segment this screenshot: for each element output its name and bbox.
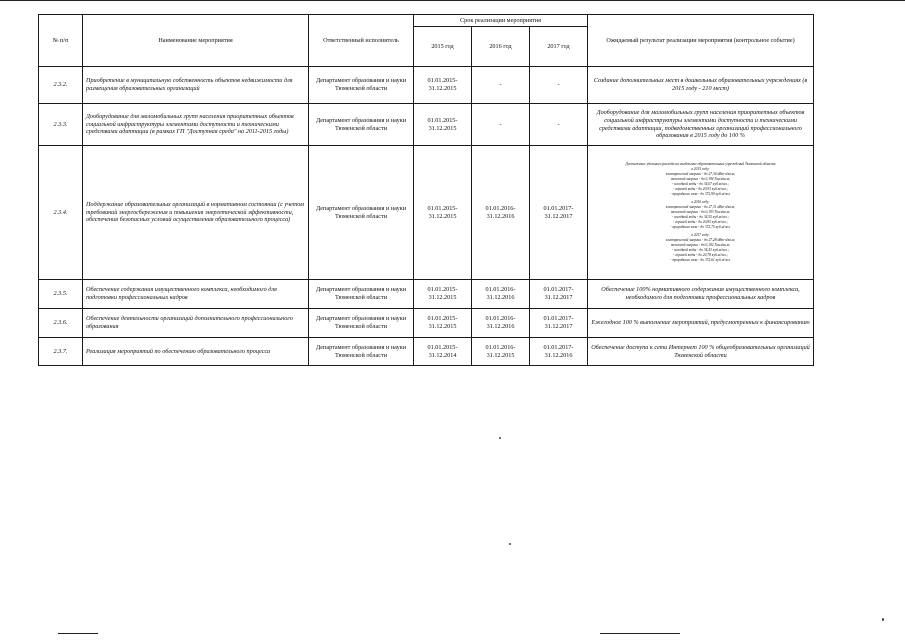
row-period-2017: - <box>530 104 588 146</box>
row-period-2017: 01.01.2017-31.12.2017 <box>530 309 588 338</box>
indicator-line: - холодной воды - до 34,67 куб.м/чел.; <box>672 181 729 186</box>
header-row <box>39 15 814 27</box>
scan-speck <box>499 437 501 439</box>
table-row <box>39 280 814 309</box>
row-name: Реализация мероприятий по обеспечению образовательного процесса <box>83 338 309 366</box>
row-num: 2.3.7. <box>39 338 83 366</box>
row-period-2017: 01.01.2017-31.12.2017 <box>530 280 588 309</box>
row-executor: Департамент образования и науки Тюменской области <box>309 309 414 338</box>
row-num: 2.3.4. <box>39 146 83 280</box>
row-period-2016: - <box>472 67 530 104</box>
indicator-line: тепловой энергии - до 0,193 Гкал/кв.м; <box>670 210 731 215</box>
row-executor: Департамент образования и науки Тюменской области <box>309 338 414 366</box>
row-result: Обеспечение 100% нормативного содержания имущественного комплекса, необходимого для подготовки профессиональных кадров <box>588 280 814 309</box>
indicator-line: в 2016 году: <box>691 200 710 205</box>
row-result-indicators <box>588 146 814 280</box>
row-period-2015: 01.01.2015-31.12.2014 <box>414 338 472 366</box>
table-row <box>39 104 814 146</box>
action-plan-table <box>38 14 814 366</box>
row-period-2015: 01.01.2015-31.12.2015 <box>414 309 472 338</box>
indicator-line: в 2017 году: <box>691 233 710 238</box>
header-period-group: Срок реализации мероприятия <box>414 15 588 27</box>
table-row <box>39 146 814 280</box>
indicator-line: электрической энергии - до 27,28 кВт·ч/кв.м; <box>665 238 736 243</box>
row-period-2016: 01.01.2016-31.12.2016 <box>472 280 530 309</box>
row-period-2015: 01.01.2015-31.12.2015 <box>414 104 472 146</box>
indicator-line: электрической энергии - до 27,34 кВт·ч/кв.м; <box>665 172 736 177</box>
table-row <box>39 309 814 338</box>
header-result: Ожидаемый результат реализации мероприятия (контрольное событие) <box>588 15 814 67</box>
row-name: Дооборудование для маломобильных групп населения приоритетных объектов социальной инфраструктуры элементами доступности и техническими средствами адаптации (в рамках ГП "Доступная среда" на 2011-2015 годы) <box>83 104 309 146</box>
indicator-line: Достижение удельного расхода на снабжение образовательных учреждений Тюменской области <box>625 162 776 167</box>
row-period-2017: 01.01.2017-31.12.2016 <box>530 338 588 366</box>
row-period-2016: 01.01.2016-31.12.2016 <box>472 146 530 280</box>
row-result: Ежегодное 100 % выполнение мероприятий, предусмотренных к финансированию <box>588 309 814 338</box>
indicator-line: тепловой энергии - до 0,192 Гкал/кв.м; <box>670 243 731 248</box>
row-name: Приобретение в муниципальную собственность объектов недвижимости для размещения образовательных организаций <box>83 67 309 104</box>
row-period-2016: 01.01.2016-31.12.2016 <box>472 309 530 338</box>
header-num: № п/п <box>39 15 83 67</box>
row-executor: Департамент образования и науки Тюменской области <box>309 146 414 280</box>
row-period-2017: 01.01.2017-31.12.2017 <box>530 146 588 280</box>
indicator-line: электрической энергии - до 27,31 кВт·ч/кв.м; <box>665 205 736 210</box>
table-row <box>39 67 814 104</box>
scan-edge-bottom-right <box>600 633 680 634</box>
indicator-line: в 2015 году: <box>691 167 710 172</box>
row-executor: Департамент образования и науки Тюменской области <box>309 280 414 309</box>
header-year-2016: 2016 год <box>472 27 530 67</box>
header-year-2017: 2017 год <box>530 27 588 67</box>
scan-edge-top <box>0 0 905 1</box>
row-period-2015: 01.01.2015-31.12.2015 <box>414 67 472 104</box>
indicator-line: - холодной воды - до 34,55 куб.м/чел.; <box>672 214 729 219</box>
table-row <box>39 338 814 366</box>
row-executor: Департамент образования и науки Тюменской области <box>309 67 414 104</box>
row-period-2016: 01.01.2016-31.12.2015 <box>472 338 530 366</box>
scan-speck <box>882 618 884 621</box>
row-result: Обеспечение доступа к сети Интернет 100 % общеобразовательных организаций Тюменской области <box>588 338 814 366</box>
scan-edge-bottom-left <box>58 633 98 634</box>
indicator-line: - горячей воды - до 20,78 куб.м/чел.; <box>673 252 728 257</box>
row-period-2016: - <box>472 104 530 146</box>
row-period-2015: 01.01.2015-31.12.2015 <box>414 146 472 280</box>
header-year-2015: 2015 год <box>414 27 472 67</box>
scan-speck <box>509 543 511 545</box>
indicator-line: - горячей воды - до 20,93 куб.м/чел.; <box>673 186 728 191</box>
row-num: 2.3.3. <box>39 104 83 146</box>
indicator-line: - природного газа - до 372,90 куб.м/чел. <box>670 191 731 196</box>
indicator-line: - природного газа - до 372,75 куб.м/чел. <box>670 224 731 229</box>
header-name: Наименование мероприятия <box>83 15 309 67</box>
header-executor: Ответственный исполнитель <box>309 15 414 67</box>
indicator-line: - природного газа - до 372,61 куб.м/чел. <box>670 257 731 262</box>
row-period-2015: 01.01.2015-31.12.2015 <box>414 280 472 309</box>
indicator-line: тепловой энергии - до 0,194 Гкал/кв.м; <box>670 177 731 182</box>
row-num: 2.3.2. <box>39 67 83 104</box>
row-name: Обеспечение содержания имущественного комплекса, необходимого для подготовки профессиональных кадров <box>83 280 309 309</box>
row-result: Дооборудование для маломобильных групп населения приоритетных объектов социальной инфраструктуры элементами доступности и техническими средствами адаптации, подведомственных организаций профессионального образования в 2015 году до 100 % <box>588 104 814 146</box>
row-name: Поддержание образовательных организаций в нормативном состоянии (с учетом требований энергосбережения и повышения энергетической эффективности, обеспечения безопасных условий осуществления образовательного процесса) <box>83 146 309 280</box>
indicator-line: - горячей воды - до 20,85 куб.м/чел.; <box>673 219 728 224</box>
row-period-2017: - <box>530 67 588 104</box>
indicator-line: - холодной воды - до 34,43 куб.м/чел.; <box>672 247 729 252</box>
row-num: 2.3.6. <box>39 309 83 338</box>
row-num: 2.3.5. <box>39 280 83 309</box>
row-name: Обеспечение деятельности организаций дополнительного профессионального образования <box>83 309 309 338</box>
row-executor: Департамент образования и науки Тюменской области <box>309 104 414 146</box>
row-result: Создание дополнительных мест в дошкольных образовательных учреждениях (в 2015 году - 210 мест) <box>588 67 814 104</box>
